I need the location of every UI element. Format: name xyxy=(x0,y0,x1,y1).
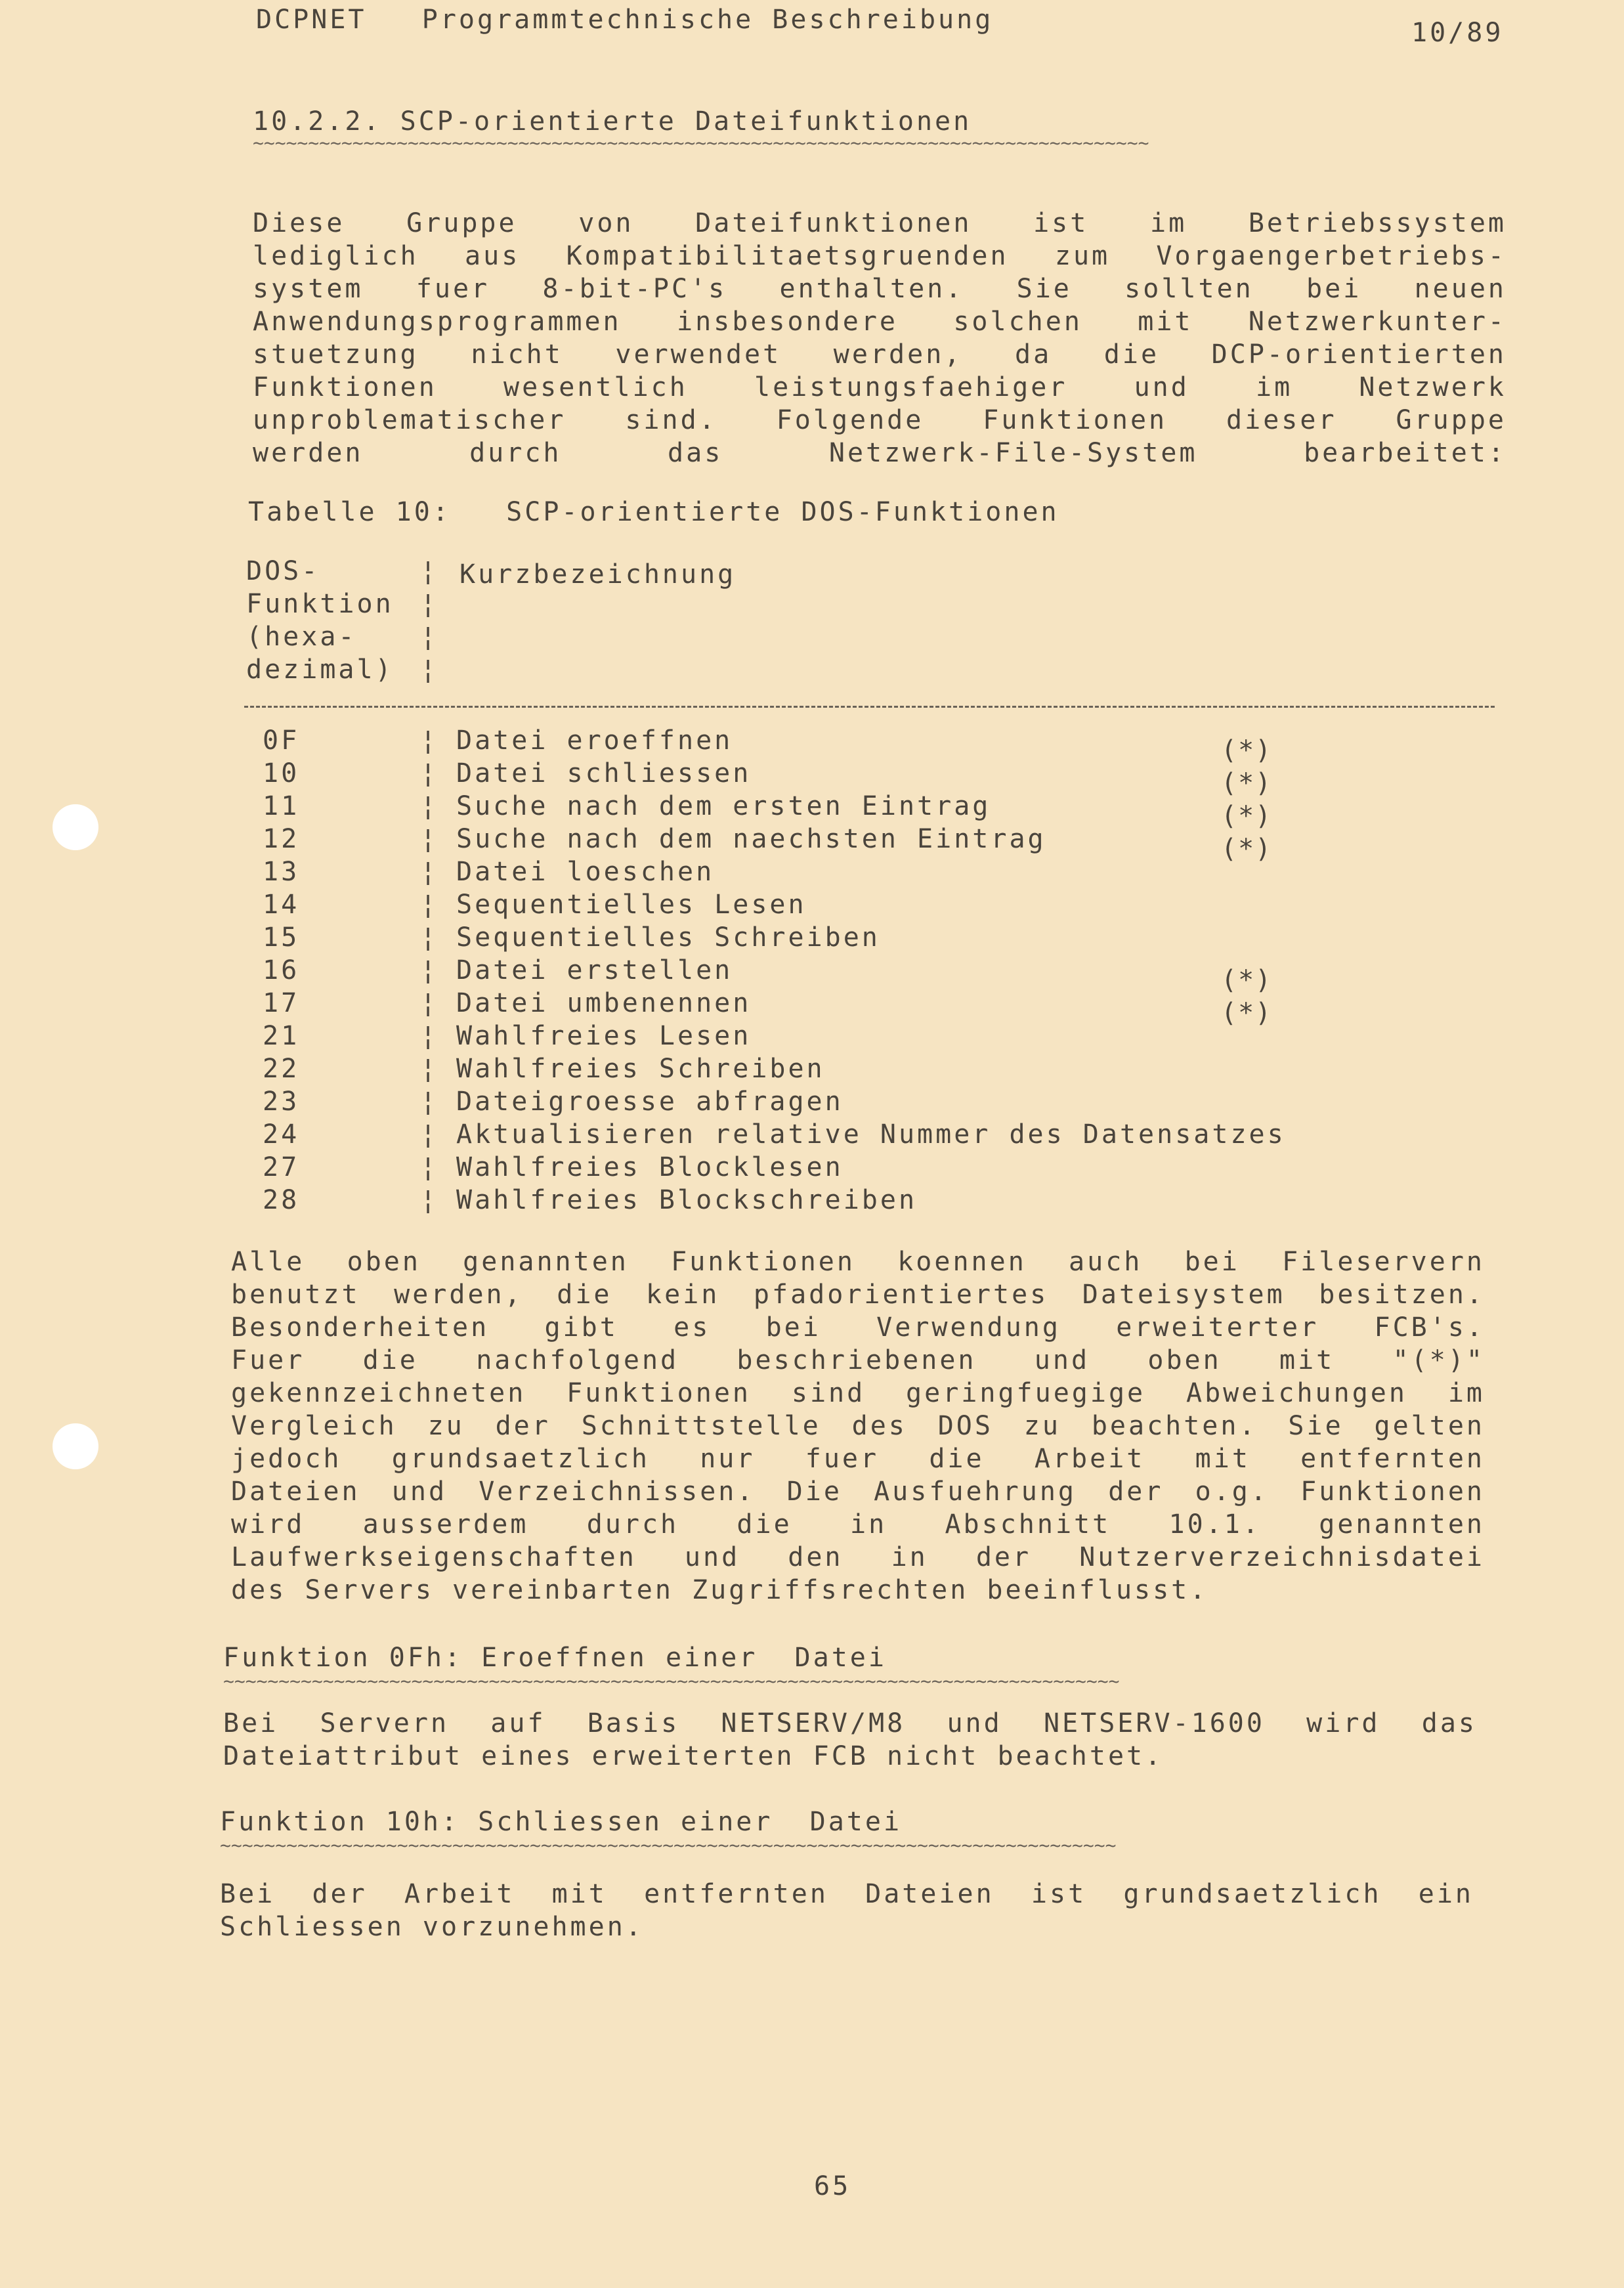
table-cell-code: 12 xyxy=(263,824,300,854)
table-cell-code: 22 xyxy=(263,1054,300,1084)
table-cell-code: 27 xyxy=(263,1152,300,1182)
column-separator: ¦ xyxy=(420,857,437,887)
table-cell-code: 15 xyxy=(263,922,300,953)
column-separator: ¦ xyxy=(420,890,437,920)
paragraph-line: gekennzeichneten Funktionen sind geringfuegige Abweichungen im xyxy=(231,1378,1485,1408)
section-title: 10.2.2. SCP-orientierte Dateifunktionen xyxy=(253,106,972,137)
paragraph-line: system fuer 8-bit-PC's enthalten. Sie sollten bei neuen xyxy=(253,274,1506,304)
subsection-underline: ~~~~~~~~~~~~~~~~~~~~~~~~~~~~~~~~~~~~~~~~~~~~~~~~~~~~~~~~~~~~~~~~~~~~~~~~~~~~~~~~~ xyxy=(223,1670,1120,1692)
paragraph-line: Bei Servern auf Basis NETSERV/M8 und NETSERV-1600 wird das xyxy=(223,1708,1477,1738)
column-separator: ¦ xyxy=(420,824,437,854)
paragraph-line: Fuer die nachfolgend beschriebenen und oben mit "(*)" xyxy=(231,1345,1485,1375)
subsection-title-10h: Funktion 10h: Schliessen einer Datei xyxy=(220,1807,903,1837)
paragraph-line: Anwendungsprogrammen insbesondere solchen mit Netzwerkunter- xyxy=(253,307,1506,337)
section-title-underline: ~~~~~~~~~~~~~~~~~~~~~~~~~~~~~~~~~~~~~~~~~~~~~~~~~~~~~~~~~~~~~~~~~~~~~~~~~~~~~~~~~ xyxy=(253,132,1149,154)
column-separator: ¦ xyxy=(420,1054,437,1084)
paragraph-line: Diese Gruppe von Dateifunktionen ist im Betriebssystem xyxy=(253,208,1506,238)
running-header: DCPNET Programmtechnische Beschreibung xyxy=(256,5,994,35)
column-separator: ¦ xyxy=(420,758,437,788)
table-cell-desc: Suche nach dem naechsten Eintrag xyxy=(456,824,1046,854)
table-cell-code: 11 xyxy=(263,791,300,821)
table-header-col1: dezimal) xyxy=(246,655,394,685)
paragraph-line: stuetzung nicht verwendet werden, da die DCP-orientierten xyxy=(253,339,1506,370)
paragraph-line: Laufwerkseigenschaften und den in der Nutzerverzeichnisdatei xyxy=(231,1542,1485,1572)
table-cell-desc: Datei eroeffnen xyxy=(456,725,733,756)
table-cell-mark: (*) xyxy=(1221,998,1273,1028)
column-separator: ¦ xyxy=(420,725,437,756)
table-cell-code: 10 xyxy=(263,758,300,788)
table-header-col1: (hexa- xyxy=(246,622,357,652)
table-cell-desc: Sequentielles Schreiben xyxy=(456,922,880,953)
column-separator: ¦ xyxy=(420,922,437,953)
paragraph-line: werden durch das Netzwerk-File-System bearbeitet: xyxy=(253,438,1506,468)
table-rule xyxy=(244,706,1495,708)
table-cell-code: 13 xyxy=(263,857,300,887)
table-cell-mark: (*) xyxy=(1221,735,1273,766)
column-separator: ¦ xyxy=(420,955,437,985)
table-cell-code: 28 xyxy=(263,1185,300,1215)
table-header-col1: Funktion xyxy=(246,589,394,619)
table-cell-desc: Sequentielles Lesen xyxy=(456,890,807,920)
column-separator: ¦ xyxy=(420,622,437,652)
table-cell-desc: Datei schliessen xyxy=(456,758,752,788)
paragraph-line: Dateiattribut eines erweiterten FCB nicht beachtet. xyxy=(223,1741,1164,1771)
table-cell-code: 0F xyxy=(263,725,300,756)
column-separator: ¦ xyxy=(420,1119,437,1150)
column-separator: ¦ xyxy=(420,1021,437,1051)
subsection-title-0fh: Funktion 0Fh: Eroeffnen einer Datei xyxy=(223,1643,887,1673)
table-cell-desc: Wahlfreies Blockschreiben xyxy=(456,1185,918,1215)
table-cell-code: 16 xyxy=(263,955,300,985)
column-separator: ¦ xyxy=(420,1152,437,1182)
table-cell-desc: Wahlfreies Blocklesen xyxy=(456,1152,844,1182)
table-cell-desc: Datei loeschen xyxy=(456,857,715,887)
subsection-underline: ~~~~~~~~~~~~~~~~~~~~~~~~~~~~~~~~~~~~~~~~~~~~~~~~~~~~~~~~~~~~~~~~~~~~~~~~~~~~~~~~~ xyxy=(220,1834,1117,1856)
column-separator: ¦ xyxy=(420,556,437,586)
column-separator: ¦ xyxy=(420,1087,437,1117)
paragraph-line: Alle oben genannten Funktionen koennen auch bei Fileservern xyxy=(231,1247,1485,1277)
table-cell-code: 14 xyxy=(263,890,300,920)
table-caption: Tabelle 10: SCP-orientierte DOS-Funktionen xyxy=(248,497,1059,527)
paragraph-line: Schliessen vorzunehmen. xyxy=(220,1912,644,1942)
table-cell-mark: (*) xyxy=(1221,768,1273,798)
paragraph-line: Funktionen wesentlich leistungsfaehiger und im Netzwerk xyxy=(253,372,1506,402)
column-separator: ¦ xyxy=(420,1185,437,1215)
table-cell-mark: (*) xyxy=(1221,834,1273,864)
paragraph-line: Dateien und Verzeichnissen. Die Ausfuehrung der o.g. Funktionen xyxy=(231,1477,1485,1507)
paragraph-line: des Servers vereinbarten Zugriffsrechten beeinflusst. xyxy=(231,1575,1208,1605)
column-separator: ¦ xyxy=(420,791,437,821)
table-cell-mark: (*) xyxy=(1221,801,1273,831)
table-cell-code: 23 xyxy=(263,1087,300,1117)
page-number: 65 xyxy=(814,2171,851,2201)
table-cell-desc: Datei erstellen xyxy=(456,955,733,985)
table-cell-desc: Wahlfreies Schreiben xyxy=(456,1054,825,1084)
table-cell-desc: Wahlfreies Lesen xyxy=(456,1021,752,1051)
paragraph-line: Bei der Arbeit mit entfernten Dateien ist grundsaetzlich ein xyxy=(220,1879,1474,1909)
table-header-col1: DOS- xyxy=(246,556,320,586)
table-cell-code: 24 xyxy=(263,1119,300,1150)
column-separator: ¦ xyxy=(420,655,437,685)
table-cell-desc: Dateigroesse abfragen xyxy=(456,1087,844,1117)
column-separator: ¦ xyxy=(420,589,437,619)
table-cell-code: 21 xyxy=(263,1021,300,1051)
header-date: 10/89 xyxy=(1411,18,1504,48)
paragraph-line: Besonderheiten gibt es bei Verwendung erweiterter FCB's. xyxy=(231,1312,1485,1343)
table-cell-desc: Aktualisieren relative Nummer des Datensatzes xyxy=(456,1119,1286,1150)
table-cell-desc: Datei umbenennen xyxy=(456,988,752,1018)
punch-hole-lower xyxy=(53,1423,98,1469)
column-separator: ¦ xyxy=(420,988,437,1018)
table-header-col2: Kurzbezeichnung xyxy=(459,559,737,590)
paragraph-line: jedoch grundsaetzlich nur fuer die Arbeit mit entfernten xyxy=(231,1444,1485,1474)
paragraph-line: unproblematischer sind. Folgende Funktionen dieser Gruppe xyxy=(253,405,1506,435)
paragraph-line: Vergleich zu der Schnittstelle des DOS zu beachten. Sie gelten xyxy=(231,1411,1485,1441)
table-cell-mark: (*) xyxy=(1221,965,1273,995)
paragraph-line: lediglich aus Kompatibilitaetsgruenden zum Vorgaengerbetriebs- xyxy=(253,241,1506,271)
paragraph-line: wird ausserdem durch die in Abschnitt 10.1. genannten xyxy=(231,1509,1485,1540)
paragraph-line: benutzt werden, die kein pfadorientiertes Dateisystem besitzen. xyxy=(231,1280,1485,1310)
table-cell-desc: Suche nach dem ersten Eintrag xyxy=(456,791,991,821)
table-cell-code: 17 xyxy=(263,988,300,1018)
punch-hole-upper xyxy=(53,804,98,850)
